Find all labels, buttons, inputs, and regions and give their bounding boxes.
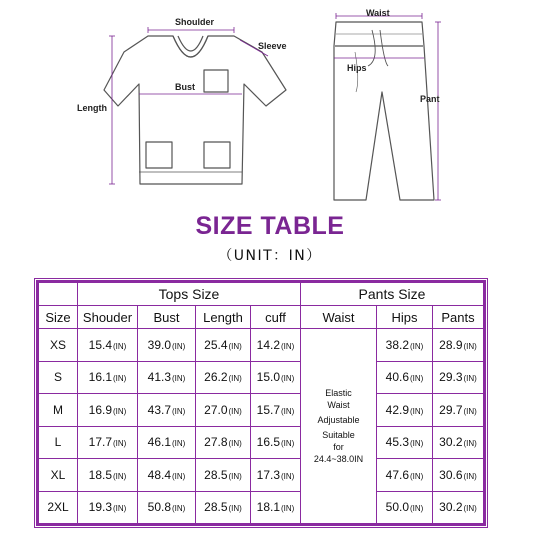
- hips-cell: [377, 361, 433, 394]
- unit-tag: (IN): [172, 406, 186, 416]
- length-label: Length: [77, 103, 107, 113]
- table-row: [38, 361, 485, 394]
- group-header-row: [38, 282, 485, 306]
- value: 18.5: [88, 467, 113, 482]
- unit-tag: (IN): [113, 341, 127, 351]
- unit-tag: (IN): [281, 471, 295, 481]
- unit-tag: (IN): [463, 439, 477, 449]
- value: 48.4: [147, 467, 172, 482]
- length-cell: [196, 394, 251, 427]
- unit-tag: (IN): [410, 439, 424, 449]
- column-header: Waist: [301, 306, 377, 329]
- length-cell: [196, 329, 251, 362]
- pants-garment-drawing: [334, 22, 434, 200]
- unit-tag: (IN): [281, 439, 295, 449]
- value: 46.1: [147, 435, 172, 450]
- unit-tag: (IN): [113, 504, 127, 514]
- value: 28.5: [204, 467, 228, 482]
- unit-tag: (IN): [172, 439, 186, 449]
- shoulder-cell: [78, 394, 138, 427]
- column-header: Pants: [433, 306, 485, 329]
- shoulder-cell: [78, 459, 138, 492]
- shoulder-cell: [78, 329, 138, 362]
- waist-note-line: Waist: [327, 400, 350, 410]
- unit-tag: (IN): [410, 471, 424, 481]
- value: 28.9: [439, 337, 463, 352]
- table-row: [38, 426, 485, 459]
- value: 38.2: [385, 337, 410, 352]
- value: 16.5: [256, 435, 281, 450]
- table-row: [38, 491, 485, 525]
- value: 17.3: [256, 467, 281, 482]
- value: 47.6: [385, 467, 410, 482]
- value: 25.4: [204, 337, 228, 352]
- value: 30.2: [439, 435, 463, 450]
- value: 19.3: [88, 500, 113, 515]
- shoulder-cell: [78, 491, 138, 525]
- unit-tag: (IN): [463, 374, 477, 384]
- value: 15.0: [256, 370, 281, 385]
- cuff-cell: [251, 361, 301, 394]
- waist-note-line: Elastic: [325, 388, 352, 398]
- pants-cell: [433, 491, 485, 525]
- value: 30.6: [439, 467, 463, 482]
- unit-tag: (IN): [228, 504, 242, 514]
- unit-label: （UNIT：IN）: [218, 248, 322, 264]
- shoulder-cell: [78, 426, 138, 459]
- value: 16.9: [88, 402, 113, 417]
- value: 27.8: [204, 435, 228, 450]
- waist-note-cell: [301, 329, 377, 525]
- unit-tag: (IN): [228, 341, 242, 351]
- value: 28.5: [204, 500, 228, 515]
- unit-tag: (IN): [410, 341, 424, 351]
- waist-note-line: Adjustable: [317, 415, 360, 425]
- bust-cell: [138, 361, 196, 394]
- unit-tag: (IN): [281, 406, 295, 416]
- bust-cell: [138, 394, 196, 427]
- table-row: [38, 394, 485, 427]
- size-cell: L: [38, 426, 78, 459]
- cuff-cell: [251, 426, 301, 459]
- unit-tag: (IN): [228, 439, 242, 449]
- value: 29.3: [439, 370, 463, 385]
- waist-note-line: for: [333, 442, 344, 452]
- bust-cell: [138, 426, 196, 459]
- hips-cell: [377, 459, 433, 492]
- column-header: cuff: [251, 306, 301, 329]
- hips-cell: [377, 329, 433, 362]
- pants-cell: [433, 426, 485, 459]
- column-header: Shouder: [78, 306, 138, 329]
- bust-label: Bust: [175, 82, 195, 92]
- unit-tag: (IN): [410, 406, 424, 416]
- unit-tag: (IN): [410, 504, 424, 514]
- value: 17.7: [88, 435, 113, 450]
- unit-tag: (IN): [172, 504, 186, 514]
- shoulder-cell: [78, 361, 138, 394]
- value: 45.3: [385, 435, 410, 450]
- unit-tag: (IN): [281, 504, 295, 514]
- value: 26.2: [204, 370, 228, 385]
- size-cell: M: [38, 394, 78, 427]
- pant-length-label: Pant: [420, 94, 440, 104]
- value: 30.2: [439, 500, 463, 515]
- value: 50.0: [385, 500, 410, 515]
- size-table: [36, 280, 486, 526]
- size-cell: S: [38, 361, 78, 394]
- length-cell: [196, 426, 251, 459]
- table-row: [38, 329, 485, 362]
- column-header-row: [38, 306, 485, 329]
- value: 15.4: [88, 337, 113, 352]
- value: 39.0: [147, 337, 172, 352]
- unit-tag: (IN): [463, 406, 477, 416]
- value: 15.7: [256, 402, 281, 417]
- unit-tag: (IN): [113, 471, 127, 481]
- waist-note-line: Suitable: [322, 430, 355, 440]
- size-cell: XS: [38, 329, 78, 362]
- waist-note-line: 24.4~38.0IN: [313, 454, 364, 464]
- column-header: Length: [196, 306, 251, 329]
- top-garment-drawing: [104, 36, 286, 184]
- pants-cell: [433, 394, 485, 427]
- value: 16.1: [88, 370, 113, 385]
- waist-label: Waist: [366, 8, 390, 18]
- hips-cell: [377, 426, 433, 459]
- unit-tag: (IN): [172, 341, 186, 351]
- unit-tag: (IN): [113, 374, 127, 384]
- pants-cell: [433, 459, 485, 492]
- size-table-title: SIZE TABLE: [195, 212, 345, 240]
- column-header: Hips: [377, 306, 433, 329]
- value: 50.8: [147, 500, 172, 515]
- pants-cell: [433, 329, 485, 362]
- table-row: [38, 459, 485, 492]
- column-header: Bust: [138, 306, 196, 329]
- unit-tag: (IN): [463, 471, 477, 481]
- length-cell: [196, 361, 251, 394]
- unit-tag: (IN): [172, 471, 186, 481]
- shoulder-label: Shoulder: [175, 17, 215, 27]
- value: 27.0: [204, 402, 228, 417]
- unit-tag: (IN): [113, 406, 127, 416]
- unit-tag: (IN): [281, 374, 295, 384]
- value: 18.1: [256, 500, 281, 515]
- size-cell: 2XL: [38, 491, 78, 525]
- value: 29.7: [439, 402, 463, 417]
- unit-tag: (IN): [113, 439, 127, 449]
- unit-tag: (IN): [463, 504, 477, 514]
- hips-cell: [377, 491, 433, 525]
- unit-tag: (IN): [228, 471, 242, 481]
- cuff-cell: [251, 394, 301, 427]
- bust-cell: [138, 491, 196, 525]
- hips-cell: [377, 394, 433, 427]
- corner-cell: [38, 282, 78, 306]
- cuff-cell: [251, 329, 301, 362]
- hips-label: Hips: [347, 63, 367, 73]
- tops-size-header: Tops Size: [78, 282, 301, 306]
- unit-tag: (IN): [281, 341, 295, 351]
- bust-cell: [138, 329, 196, 362]
- unit-tag: (IN): [463, 341, 477, 351]
- unit-tag: (IN): [410, 374, 424, 384]
- cuff-cell: [251, 459, 301, 492]
- value: 42.9: [385, 402, 410, 417]
- pants-cell: [433, 361, 485, 394]
- value: 41.3: [147, 370, 172, 385]
- length-cell: [196, 459, 251, 492]
- value: 40.6: [385, 370, 410, 385]
- column-header: Size: [38, 306, 78, 329]
- pants-size-header: Pants Size: [301, 282, 485, 306]
- bust-cell: [138, 459, 196, 492]
- value: 14.2: [256, 337, 281, 352]
- cuff-cell: [251, 491, 301, 525]
- size-cell: XL: [38, 459, 78, 492]
- unit-tag: (IN): [172, 374, 186, 384]
- unit-tag: (IN): [228, 374, 242, 384]
- value: 43.7: [147, 402, 172, 417]
- unit-tag: (IN): [228, 406, 242, 416]
- length-cell: [196, 491, 251, 525]
- sleeve-label: Sleeve: [258, 41, 287, 51]
